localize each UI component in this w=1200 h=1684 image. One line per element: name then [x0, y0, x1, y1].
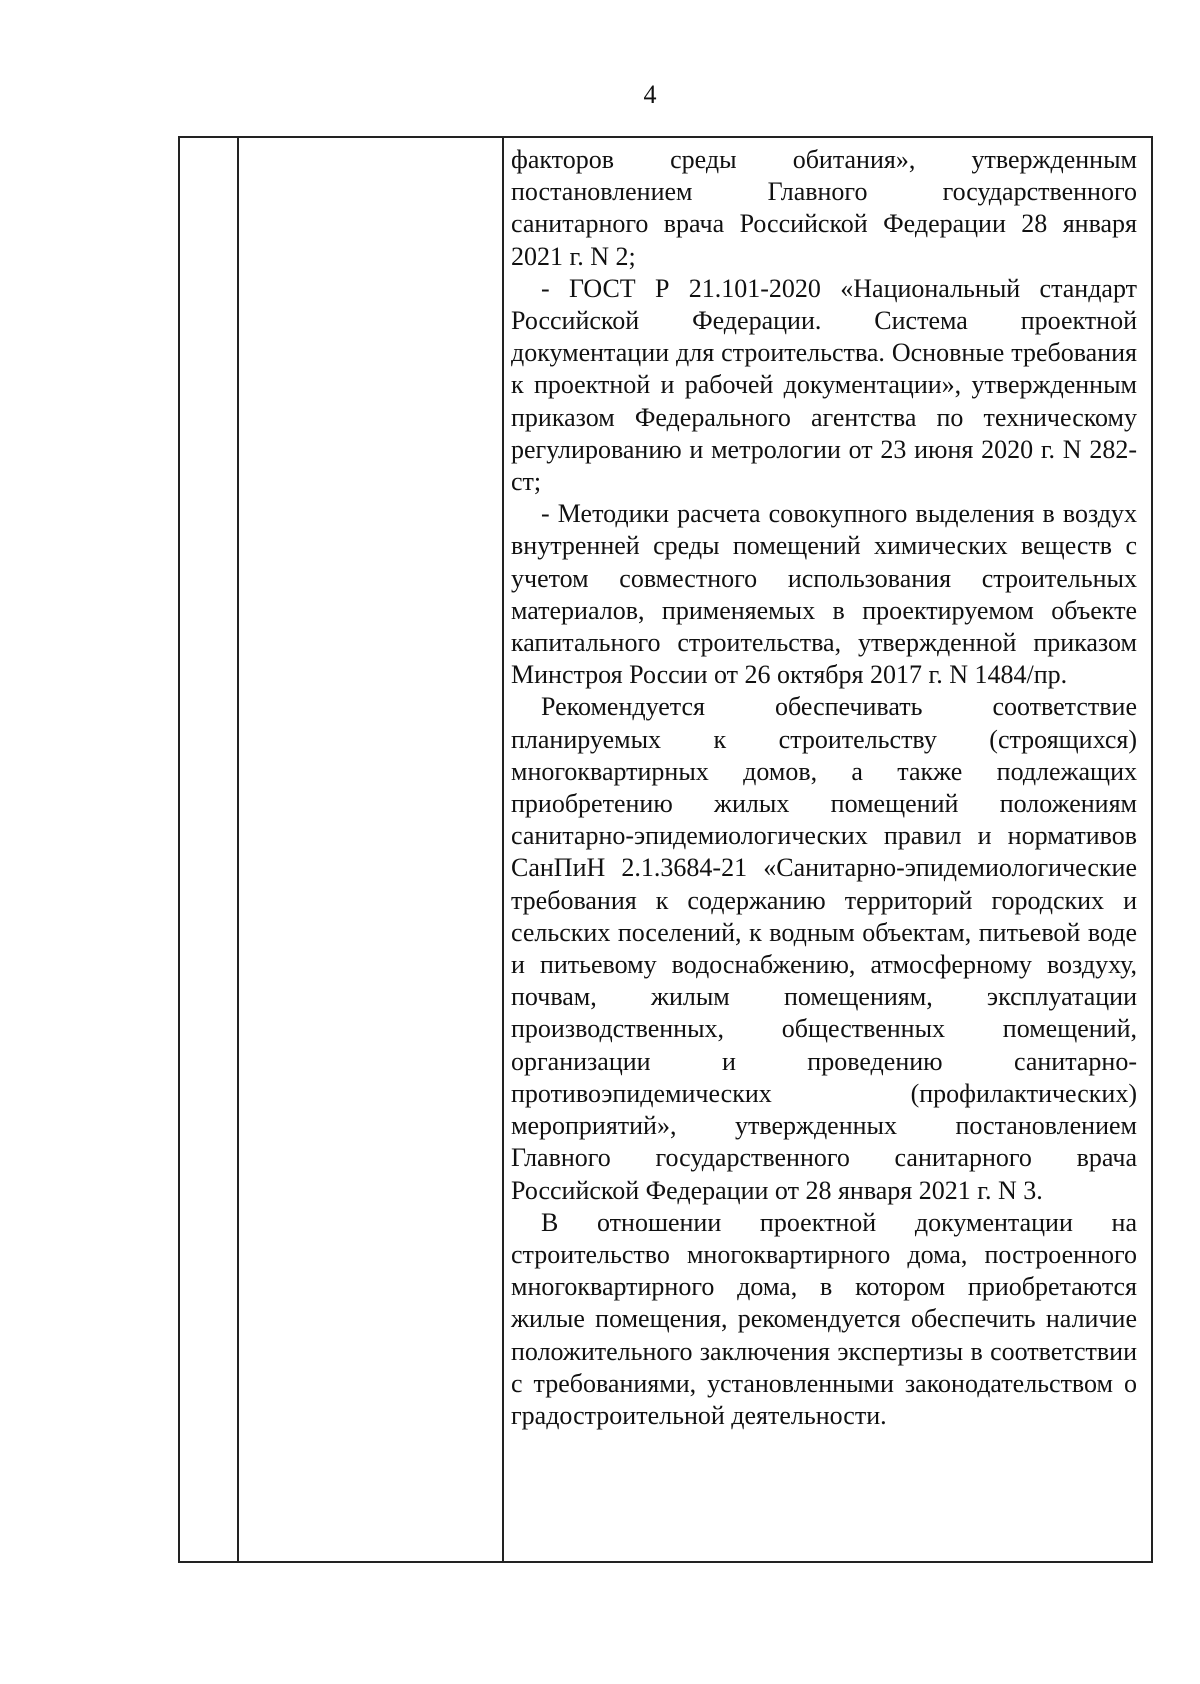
- table-column-divider: [502, 138, 504, 1561]
- paragraph-gost-item: - ГОСТ Р 21.101-2020 «Национальный стандарт Российской Федерации. Система проектной документации для строительства. Основные требования к проектной и рабочей документации», утвержденным приказом Федерального агентства по техническому регулированию и метрологии от 23 июня 2020 г. N 282-ст;: [511, 273, 1137, 497]
- table-cell-text: [511, 144, 1137, 1432]
- table-column-divider: [237, 138, 239, 1561]
- page-number: 4: [643, 80, 657, 109]
- paragraph-continuation: факторов среды обитания», утвержденным постановлением Главного государственного санитарного врача Российской Федерации 28 января 2021 г. N 2;: [511, 145, 1137, 271]
- document-table: [178, 136, 1153, 1563]
- paragraph-methodology-item: - Методики расчета совокупного выделения в воздух внутренней среды помещений химических веществ с учетом совместного использования строительных материалов, применяемых в проектируемом объекте капитального строительства, утвержденной приказом Минстроя России от 26 октября 2017 г. N 1484/пр.: [511, 499, 1137, 690]
- paragraph-expertise-recommendation: В отношении проектной документации на строительство многоквартирного дома, построенного многоквартирного дома, в котором приобретаются жилые помещения, рекомендуется обеспечить наличие положительного заключения экспертизы в соответствии с требованиями, установленными законодательством о градостроительной деятельности.: [511, 1207, 1137, 1430]
- paragraph-sanpin-recommendation: Рекомендуется обеспечивать соответствие планируемых к строительству (строящихся) многоквартирных домов, а также подлежащих приобретению жилых помещений положениям санитарно-эпидемиологических правил и нормативов СанПиН 2.1.3684-21 «Санитарно-эпидемиологические требования к содержанию территорий городских и сельских поселений, к водным объектам, питьевой воде и питьевому водоснабжению, атмосферному воздуху, почвам, жилым помещениям, эксплуатации производственных, общественных помещений, организации и проведению санитарно-противоэпидемических (профилактических) мероприятий», утвержденных постановлением Главного государственного санитарного врача Российской Федерации от 28 января 2021 г. N 3.: [511, 692, 1137, 1205]
